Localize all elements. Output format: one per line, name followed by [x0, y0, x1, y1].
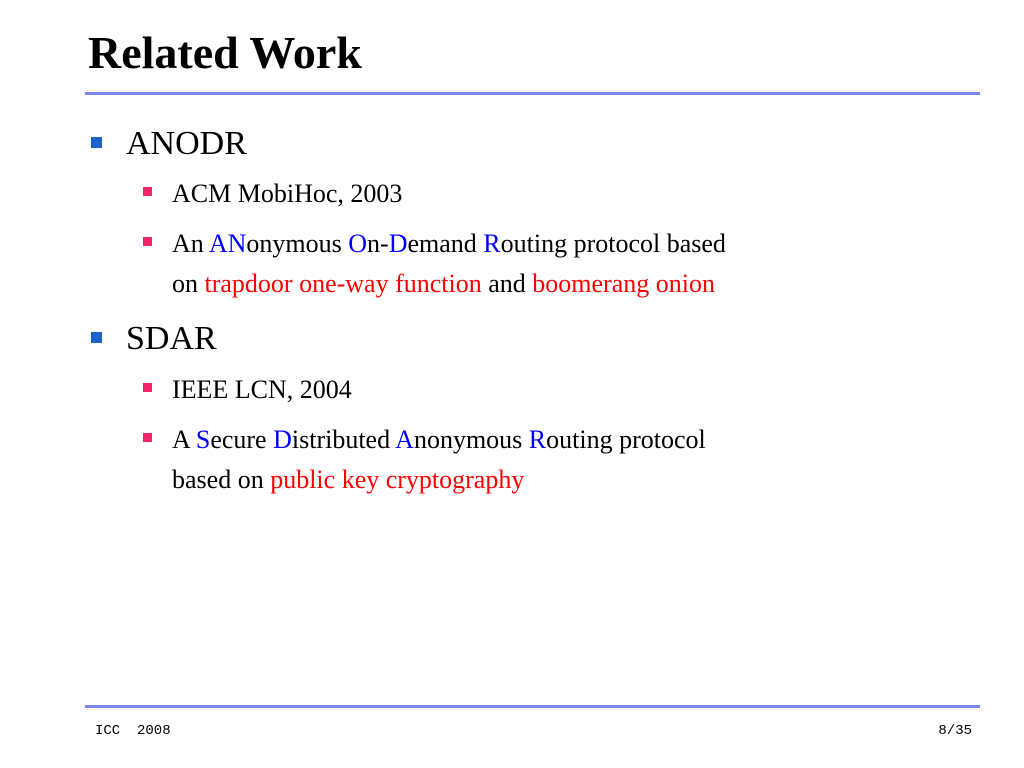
footer-divider: [85, 705, 980, 708]
square-bullet-icon: [143, 187, 152, 196]
square-bullet-icon: [143, 383, 152, 392]
bullet-label: SDAR: [126, 320, 217, 357]
sub-bullet-text: IEEE LCN, 2004: [172, 375, 352, 404]
square-bullet-icon: [143, 237, 152, 246]
footer-conference: ICC 2008: [95, 723, 171, 739]
square-bullet-icon: [91, 332, 102, 343]
sub-bullet-text: A Secure Distributed Anonymous Routing protocol based on public key cryptography: [172, 425, 706, 494]
square-bullet-icon: [91, 137, 102, 148]
slide-title: Related Work: [88, 27, 362, 78]
square-bullet-icon: [143, 433, 152, 442]
sub-bullet-text: ACM MobiHoc, 2003: [172, 179, 403, 208]
slide-number: 8/35: [938, 723, 972, 739]
sub-bullet-text: An ANonymous On-Demand Routing protocol based on trapdoor one-way function and boomerang onion: [172, 229, 726, 298]
bullet-label: ANODR: [126, 125, 247, 162]
